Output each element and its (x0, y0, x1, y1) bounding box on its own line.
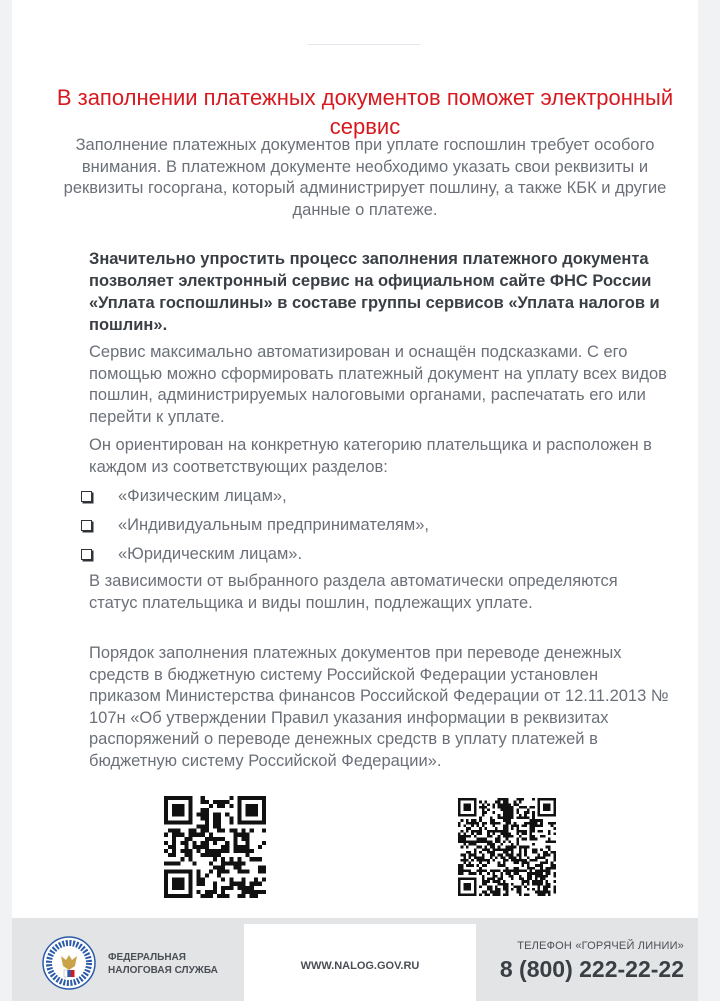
top-divider (308, 44, 420, 45)
qr-code-icon[interactable] (164, 796, 266, 898)
list-item-label: «Юридическим лицам». (118, 545, 303, 563)
list-item (81, 485, 661, 507)
list-item-label: «Физическим лицам», (118, 487, 287, 505)
fns-emblem-icon (42, 936, 96, 990)
agency-name (108, 951, 238, 977)
page-title: В заполнении платежных документов поможет электронный сервис (56, 84, 674, 139)
hotline-label: ТЕЛЕФОН «ГОРЯЧЕЙ ЛИНИИ» (517, 940, 684, 952)
list-item (81, 543, 661, 565)
website-link[interactable]: WWW.NALOG.GOV.RU (300, 960, 420, 972)
website-panel (244, 924, 476, 1001)
checkbox-bullet-icon (81, 520, 92, 531)
hotline-phone[interactable]: 8 (800) 222-22-22 (499, 956, 684, 982)
intro-paragraph: Заполнение платежных документов при уплате госпошлин требует особого внимания. В платежном документе необходимо указать свои реквизиты и реквизиты госоргана, который администрирует пошлину, а также КБК и другие данные о платеже. (63, 136, 667, 219)
qr-code-icon[interactable] (458, 798, 556, 896)
checkbox-bullet-icon (81, 549, 92, 560)
order-paragraph: Порядок заполнения платежных документов при переводе денежных средств в бюджетную систему Российской Федерации установлен приказом Министерства финансов Российской Федерации от 12.11.2013 № 107н «Об утверждении Правил указания информации в реквизитах распоряжений о переводе денежных средств в уплату платежей в бюджетную систему Российской Федерации». (89, 644, 669, 770)
checkbox-bullet-icon (81, 491, 92, 502)
agency-name-line: ФЕДЕРАЛЬНАЯ (108, 952, 186, 963)
service-paragraph: Сервис максимально автоматизирован и оснащён подсказками. С его помощью можно сформировать платежный документ на уплату всех видов пошлин, администрируемых налоговыми органами, распечатать его или перейти к уплате. (89, 343, 667, 426)
list-item-label: «Индивидуальным предпринимателям», (118, 516, 430, 534)
list-item (81, 514, 661, 536)
auto-paragraph: В зависимости от выбранного раздела автоматически определяются статус плательщика и виды пошлин, подлежащих уплате. (89, 572, 618, 612)
agency-name-line: НАЛОГОВАЯ СЛУЖБА (108, 965, 218, 976)
sections-paragraph: Он ориентирован на конкретную категорию плательщика и расположен в каждом из соответствующих разделов: (89, 436, 652, 476)
footer (12, 918, 698, 1001)
highlight-paragraph: Значительно упростить процесс заполнения платежного документа позволяет электронный сервис на официальном сайте ФНС России «Уплата госпошлины» в составе группы сервисов «Уплата налогов и пошлин». (89, 250, 660, 334)
